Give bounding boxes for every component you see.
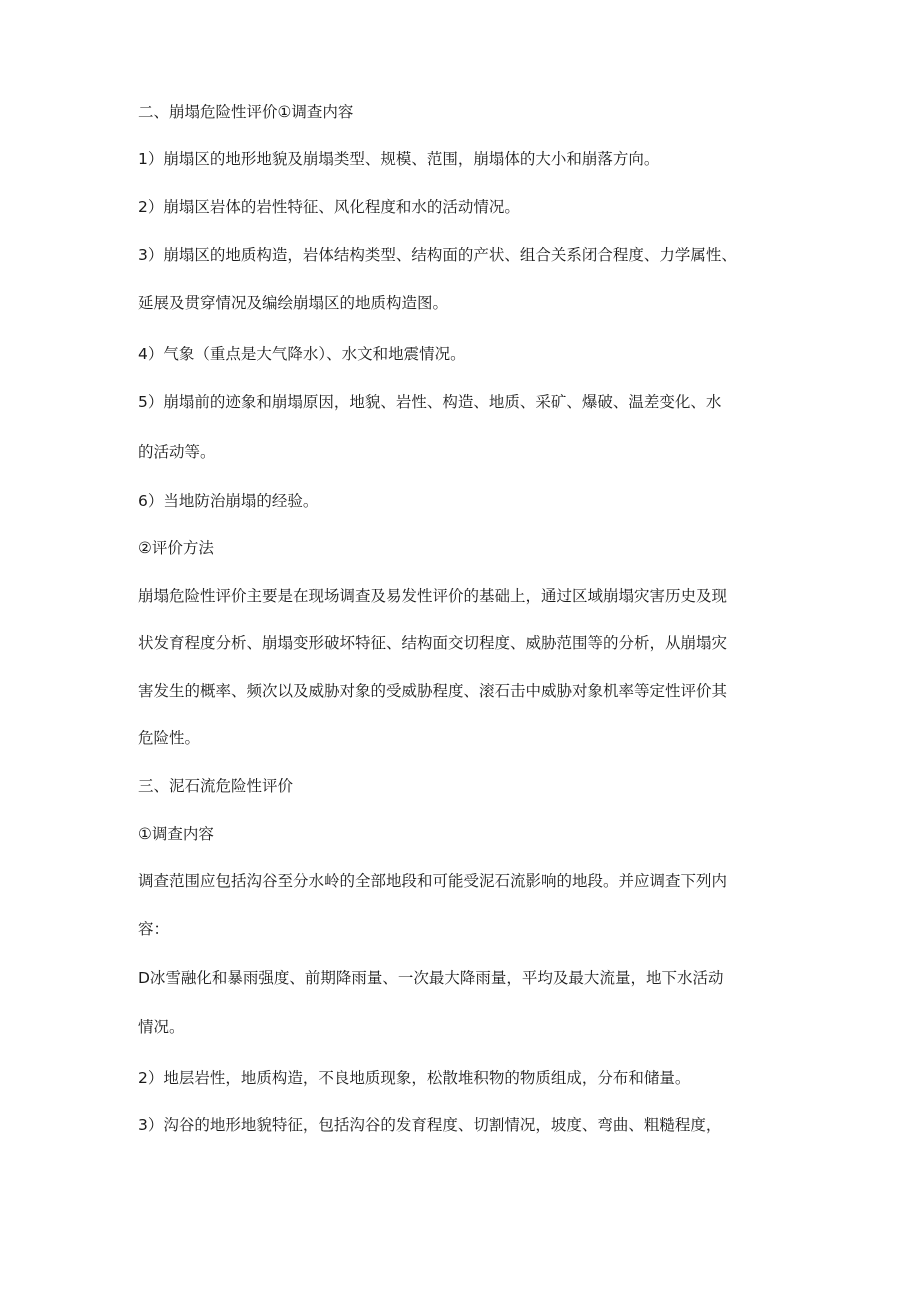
- paragraph-line: 6）当地防治崩塌的经验。: [138, 492, 319, 510]
- paragraph-line: 延展及贯穿情况及编绘崩塌区的地质构造图。: [138, 294, 449, 312]
- paragraph-line: 1）崩塌区的地形地貌及崩塌类型、规模、范围，崩塌体的大小和崩落方向。: [138, 150, 660, 168]
- paragraph-line: 5）崩塌前的迹象和崩塌原因，地貌、岩性、构造、地质、采矿、爆破、温差变化、水: [138, 393, 722, 411]
- subsection-heading: ①调查内容: [138, 825, 214, 843]
- paragraph-line: 3）沟谷的地形地貌特征，包括沟谷的发育程度、切割情况，坡度、弯曲、粗糙程度，: [138, 1116, 722, 1134]
- paragraph-line: 状发育程度分析、崩塌变形破坏特征、结构面交切程度、威胁范围等的分析，从崩塌灾: [138, 634, 728, 652]
- paragraph-line: 的活动等。: [138, 443, 216, 461]
- subsection-heading: ②评价方法: [138, 539, 214, 557]
- paragraph-line: 容：: [138, 920, 170, 938]
- paragraph-line: D冰雪融化和暴雨强度、前期降雨量、一次最大降雨量，平均及最大流量，地下水活动: [138, 969, 724, 987]
- paragraph-line: 2）崩塌区岩体的岩性特征、风化程度和水的活动情况。: [138, 198, 520, 216]
- paragraph-line: 情况。: [138, 1018, 185, 1036]
- paragraph-line: 调查范围应包括沟谷至分水岭的全部地段和可能受泥石流影响的地段。并应调查下列内: [138, 872, 728, 890]
- paragraph-line: 4）气象（重点是大气降水）、水文和地震情况。: [138, 345, 466, 363]
- paragraph-line: 3）崩塌区的地质构造，岩体结构类型、结构面的产状、组合关系闭合程度、力学属性、: [138, 246, 737, 264]
- paragraph-line: 危险性。: [138, 729, 201, 747]
- section-heading-debris-flow: 三、泥石流危险性评价: [138, 777, 294, 795]
- paragraph-line: 崩塌危险性评价主要是在现场调查及易发性评价的基础上，通过区域崩塌灾害历史及现: [138, 587, 728, 605]
- paragraph-line: 2）地层岩性，地质构造，不良地质现象，松散堆积物的物质组成，分布和储量。: [138, 1069, 691, 1087]
- paragraph-line: 害发生的概率、频次以及威胁对象的受威胁程度、滚石击中威胁对象机率等定性评价其: [138, 682, 728, 700]
- section-heading-collapse: 二、崩塌危险性评价①调查内容: [138, 103, 354, 121]
